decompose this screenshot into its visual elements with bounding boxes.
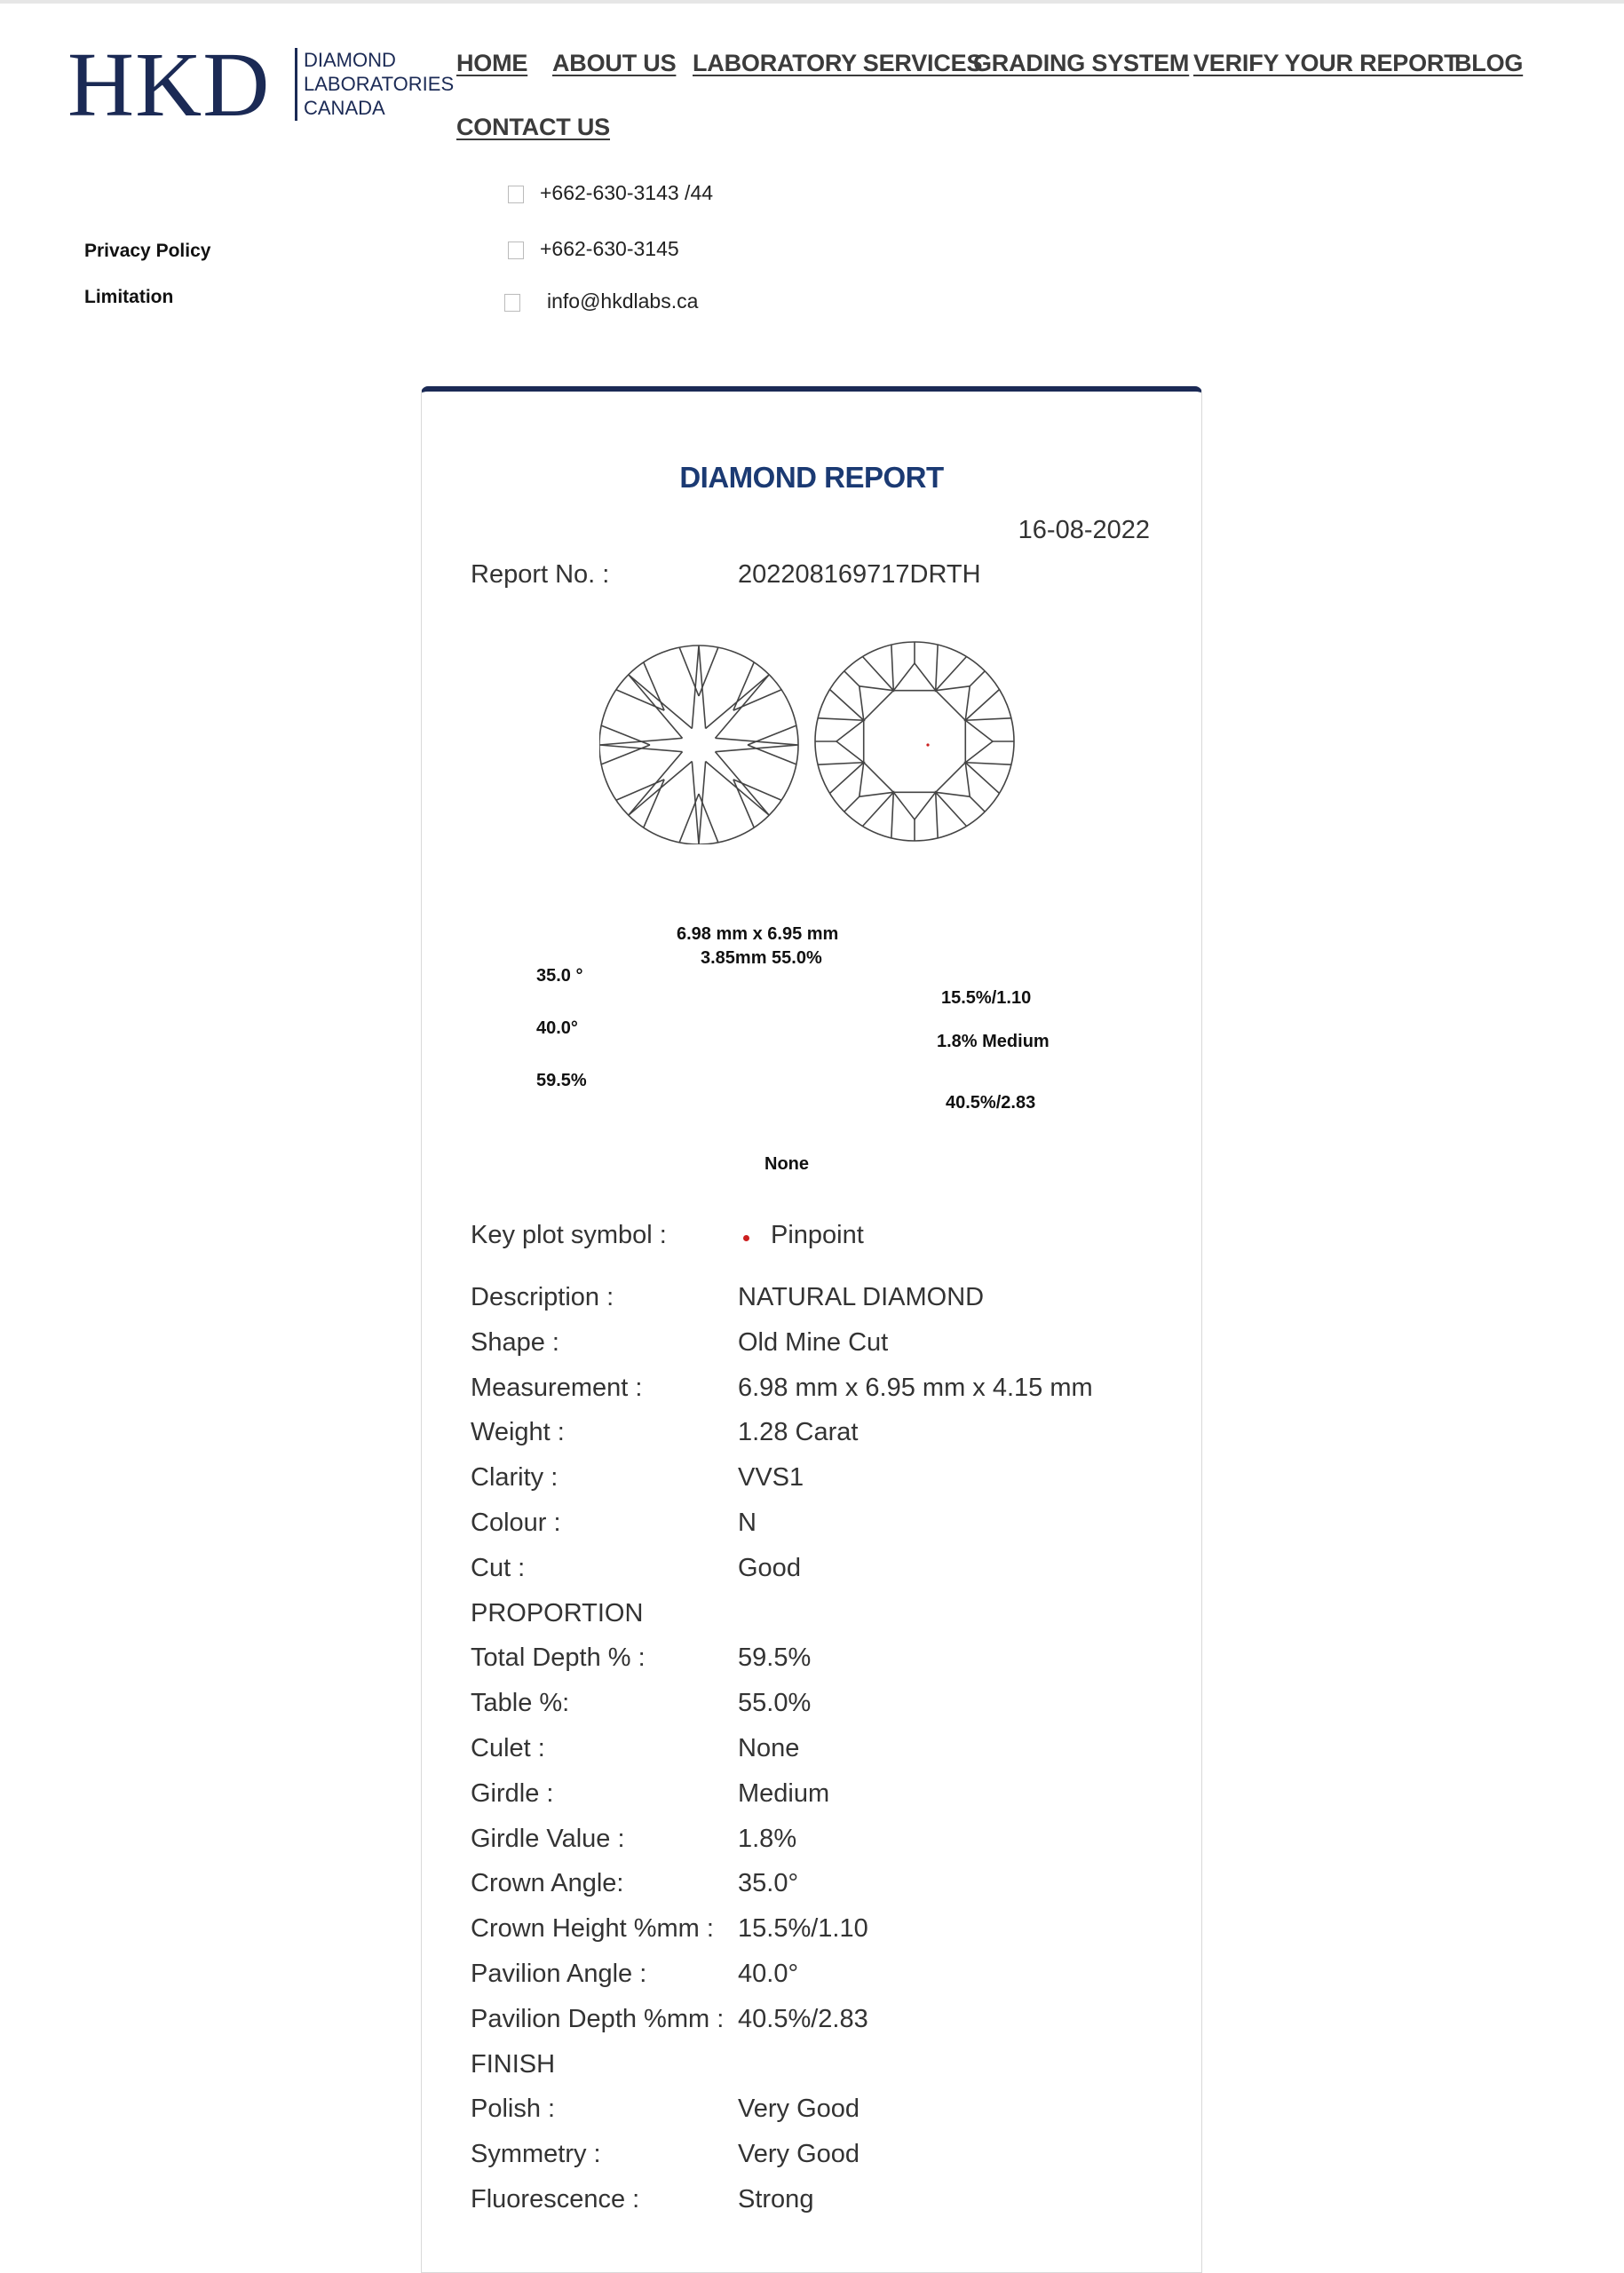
nav-blog[interactable]: BLOG [1454, 50, 1524, 76]
spec-value: Strong [738, 2184, 814, 2214]
girdle-label: 1.8% Medium [937, 1032, 1050, 1051]
spec-row [471, 2005, 1181, 2050]
spec-row [471, 2050, 1181, 2095]
email-icon [504, 294, 520, 312]
pavilion-angle-label: 40.0° [536, 1018, 578, 1038]
crown-view-diagram [599, 645, 798, 844]
spec-row [471, 1509, 1181, 1554]
nav-laboratory-services[interactable]: LABORATORY SERVICES [693, 50, 983, 76]
phone-icon [508, 186, 524, 203]
spec-value: Good [738, 1553, 801, 1582]
logo-line: DIAMOND [304, 49, 396, 71]
report-number-label: Report No. : [471, 560, 610, 589]
clarity-plot-diagram [599, 631, 1026, 844]
spec-value: 40.0° [738, 1959, 799, 1988]
spec-label: Clarity : [471, 1463, 558, 1493]
spec-label: Cut : [471, 1553, 526, 1582]
spec-label: FINISH [471, 2049, 556, 2079]
spec-label: Pavilion Angle : [471, 1959, 647, 1988]
privacy-policy-link[interactable]: Privacy Policy [84, 241, 211, 261]
spec-row [471, 1825, 1181, 1870]
spec-row [471, 1328, 1181, 1374]
spec-row [471, 1734, 1181, 1779]
key-plot-value: Pinpoint [771, 1221, 864, 1249]
culet-label: None [764, 1154, 809, 1174]
spec-row [471, 1374, 1181, 1419]
nav-contact-us[interactable]: CONTACT US [456, 114, 610, 140]
spec-row [471, 2140, 1181, 2185]
spec-row [471, 2095, 1181, 2140]
spec-row [471, 1869, 1181, 1914]
spec-label: PROPORTION [471, 1598, 644, 1628]
pavilion-depth-label: 40.5%/2.83 [946, 1093, 1036, 1113]
spec-label: Fluorescence : [471, 2184, 640, 2214]
spec-label: Colour : [471, 1508, 561, 1537]
spec-value: NATURAL DIAMOND [738, 1283, 985, 1311]
email-text[interactable]: info@hkdlabs.ca [547, 289, 699, 313]
spec-row [471, 2185, 1181, 2230]
spec-row [471, 1960, 1181, 2005]
spec-label: Girdle : [471, 1778, 554, 1808]
crown-angle-label: 35.0 ° [536, 966, 583, 986]
spec-row [471, 1463, 1181, 1509]
spec-label: Crown Angle: [471, 1869, 624, 1898]
spec-value: Very Good [738, 2140, 860, 2169]
spec-value: 6.98 mm x 6.95 mm x 4.15 mm [738, 1373, 1093, 1402]
spec-value: N [738, 1508, 757, 1537]
spec-value: 35.0° [738, 1869, 799, 1898]
spec-label: Shape : [471, 1327, 559, 1357]
spec-value: 15.5%/1.10 [738, 1914, 868, 1944]
phone-1-text: +662-630-3143 /44 [540, 181, 714, 204]
spec-value: 1.8% [738, 1824, 797, 1853]
pinpoint-symbol-icon [743, 1235, 749, 1241]
spec-label: Table %: [471, 1689, 570, 1718]
spec-value: None [738, 1733, 800, 1762]
spec-value: Old Mine Cut [738, 1327, 889, 1357]
report-date: 16-08-2022 [1018, 516, 1150, 544]
spec-row [471, 1418, 1181, 1463]
spec-row [471, 1554, 1181, 1599]
top-border [0, 0, 1624, 4]
spec-label: Pavilion Depth %mm : [471, 2004, 725, 2033]
spec-value: Medium [738, 1778, 830, 1808]
spec-row [471, 1779, 1181, 1825]
pavilion-view-diagram [815, 642, 1014, 841]
report-number: 202208169717DRTH [738, 560, 981, 589]
spec-row [471, 1599, 1181, 1644]
spec-value: 40.5%/2.83 [738, 2004, 868, 2033]
spec-value: VVS1 [738, 1463, 804, 1493]
logo-mark: HKD [67, 34, 271, 136]
spec-value: Very Good [738, 2095, 860, 2124]
contact-phone-2 [508, 237, 679, 261]
contact-phone-1 [508, 181, 713, 205]
logo-line: LABORATORIES [304, 73, 455, 95]
spec-label: Total Depth % : [471, 1643, 646, 1673]
spec-value: 1.28 Carat [738, 1418, 859, 1447]
spec-label: Girdle Value : [471, 1824, 625, 1853]
pinpoint-mark [926, 743, 929, 746]
phone-icon [508, 242, 524, 259]
crown-height-label: 15.5%/1.10 [941, 988, 1032, 1008]
spec-label: Crown Height %mm : [471, 1914, 714, 1944]
nav-verify-your-report[interactable]: VERIFY YOUR REPORT [1193, 50, 1459, 76]
nav-about-us[interactable]: ABOUT US [552, 50, 677, 76]
key-plot-label: Key plot symbol : [471, 1221, 667, 1249]
spec-label: Culet : [471, 1733, 545, 1762]
spec-value: 59.5% [738, 1643, 812, 1673]
nav-home[interactable]: HOME [456, 50, 528, 76]
dims-top-label: 6.98 mm x 6.95 mm [677, 924, 839, 944]
spec-row [471, 1689, 1181, 1734]
logo-line: CANADA [304, 97, 385, 119]
spec-label: Polish : [471, 2095, 556, 2124]
dims-bottom-label: 3.85mm 55.0% [701, 948, 822, 968]
logo-text [304, 48, 454, 120]
diamond-report-card [421, 386, 1202, 2273]
report-title: DIAMOND REPORT [679, 461, 944, 494]
spec-row [471, 1643, 1181, 1689]
logo-divider [295, 48, 297, 121]
contact-email[interactable] [504, 289, 698, 313]
spec-label: Weight : [471, 1418, 565, 1447]
spec-label: Measurement : [471, 1373, 643, 1402]
total-depth-label: 59.5% [536, 1071, 587, 1090]
phone-2-text: +662-630-3145 [540, 237, 679, 260]
spec-label: Symmetry : [471, 2140, 601, 2169]
spec-label: Description : [471, 1283, 614, 1311]
spec-value: 55.0% [738, 1689, 812, 1718]
report-specs [471, 1283, 1181, 2230]
spec-row [471, 1914, 1181, 1960]
nav-grading-system[interactable]: GRADING SYSTEM [973, 50, 1190, 76]
limitation-link[interactable]: Limitation [84, 287, 174, 307]
spec-row [471, 1283, 1181, 1328]
